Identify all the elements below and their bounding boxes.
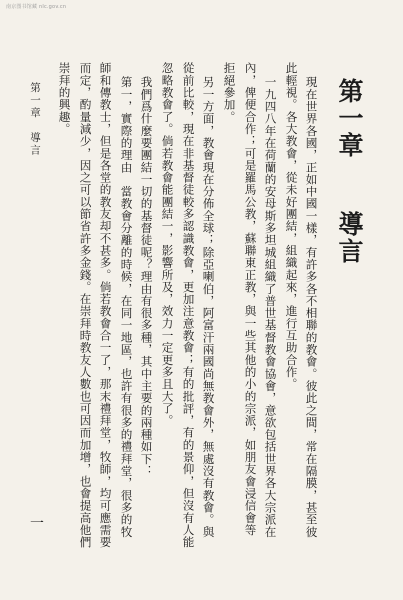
footer-chapter: 第一章	[29, 82, 41, 120]
text-column: 我們爲什麼要團結一切的基督徒呢？理由有很多種，其中主要的兩種如下：	[139, 76, 154, 477]
chapter-label: 第一章	[335, 78, 364, 159]
text-column: 第一，實際的理由 當教會分離的時候，在同一地區，也許有很多的禮拜堂，很多的牧	[119, 76, 134, 538]
text-column: 另一方面，教會現在分佈全球；除亞喇伯，阿富汗兩國尚無教會外，無處沒有教會。與	[201, 76, 216, 538]
text-column: 忽略教會了。倘若教會能團結一，影響所及，效力一定更多且大了。	[160, 62, 175, 427]
text-column: 一九四八年在荷蘭的安母斯多坦城組織了普世基督教會協會，意欲包括世界各大宗派在	[263, 76, 278, 538]
text-column: 從前比較，現在非基督徒較多認識教會，更加注意教會；有的批評，有的景仰，但沒有人能	[181, 62, 196, 548]
running-footer	[28, 82, 43, 157]
text-column: 此輕視。各大教會，從未好團結，組織起來，進行互助合作。	[284, 62, 299, 391]
text-column: 師和傳教士，但是各堂的教友却不甚多。倘若教會合一了，那末禮拜堂，牧師，均可應需要	[98, 62, 113, 548]
text-column: 崇拜的興趣。	[57, 62, 72, 135]
text-column: 而定，酌量減少，因之可以節省許多金錢。在崇拜時教友人數也可因而加增，也會提高他們	[78, 62, 93, 548]
chapter-heading	[331, 78, 367, 265]
chapter-title-text: 導言	[335, 211, 364, 265]
text-column: 現在世界各國，正如中國一樣，有許多各不相聯的教會。彼此之間，常在隔膜，甚至彼	[304, 76, 319, 538]
text-column: 拒絕參加。	[222, 62, 237, 123]
page-number: 一	[30, 516, 44, 532]
text-column: 內，俾便合作；可是羅馬公教，蘇聯東正教，與一些其他的小的宗派，如朋友會浸信會等	[243, 62, 258, 536]
footer-title: 導言	[29, 132, 41, 157]
library-watermark: 南京图书馆藏 nlc.gov.cn	[6, 4, 67, 10]
